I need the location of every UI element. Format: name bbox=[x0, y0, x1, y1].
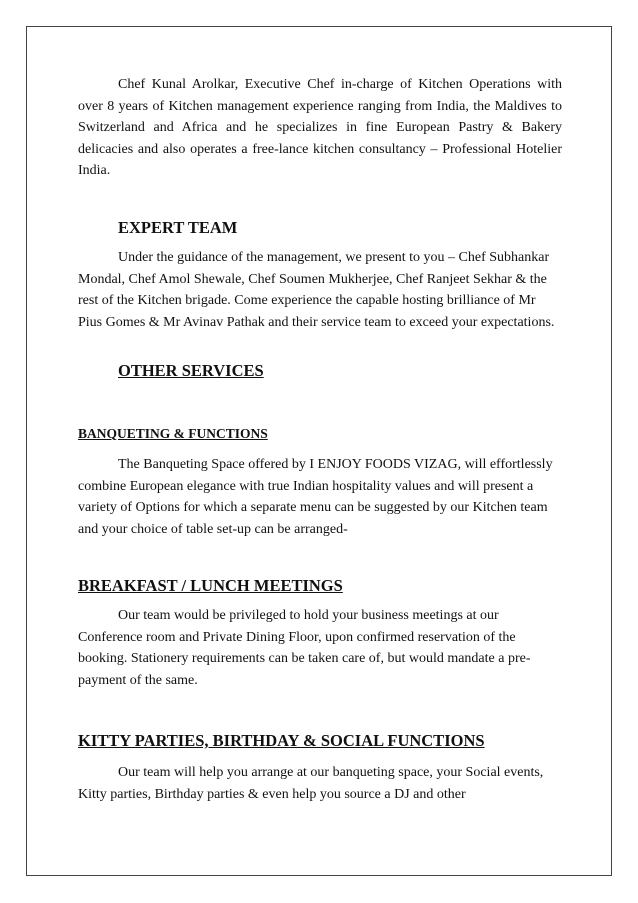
intro-paragraph: Chef Kunal Arolkar, Executive Chef in-charge of Kitchen Operations with over 8 years of Kitchen management experience ranging from India, the Maldives to Switzerland and Africa and he specializes in fine European Pastry & Bakery delicacies and also operates a free-lance kitchen consultancy – Professional Hotelier India. bbox=[78, 77, 562, 178]
kitty-heading: KITTY PARTIES, BIRTHDAY & SOCIAL FUNCTIONS bbox=[78, 731, 485, 750]
other-services-heading: OTHER SERVICES bbox=[118, 361, 264, 380]
expert-team-heading: EXPERT TEAM bbox=[118, 218, 238, 237]
expert-team-paragraph: Under the guidance of the management, we present to you – Chef Subhankar Mondal, Chef Amol Shewale, Chef Soumen Mukherjee, Chef Ranjeet Sekhar & the rest of the Kitchen brigade. Come experience the capable hosting brilliance of Mr Pius Gomes & Mr Avinav Pathak and their service team to exceed your expectations. bbox=[78, 250, 555, 330]
breakfast-heading: BREAKFAST / LUNCH MEETINGS bbox=[78, 576, 343, 595]
kitty-paragraph: Our team will help you arrange at our banqueting space, your Social events, Kitty parties, Birthday parties & even help you source a DJ and other bbox=[78, 765, 544, 802]
banqueting-heading: BANQUETING & FUNCTIONS bbox=[78, 426, 268, 441]
banqueting-paragraph: The Banqueting Space offered by I ENJOY FOODS VIZAG, will effortlessly combine European elegance with true Indian hospitality values and will present a variety of Options for which a separate menu can be suggested by our Kitchen team and your choice of table set-up can be arranged- bbox=[78, 457, 553, 537]
breakfast-paragraph: Our team would be privileged to hold your business meetings at our Conference room and Private Dining Floor, upon confirmed reservation of the booking. Stationery requirements can be taken care of, but would mandate a pre-payment of the same. bbox=[78, 608, 531, 688]
